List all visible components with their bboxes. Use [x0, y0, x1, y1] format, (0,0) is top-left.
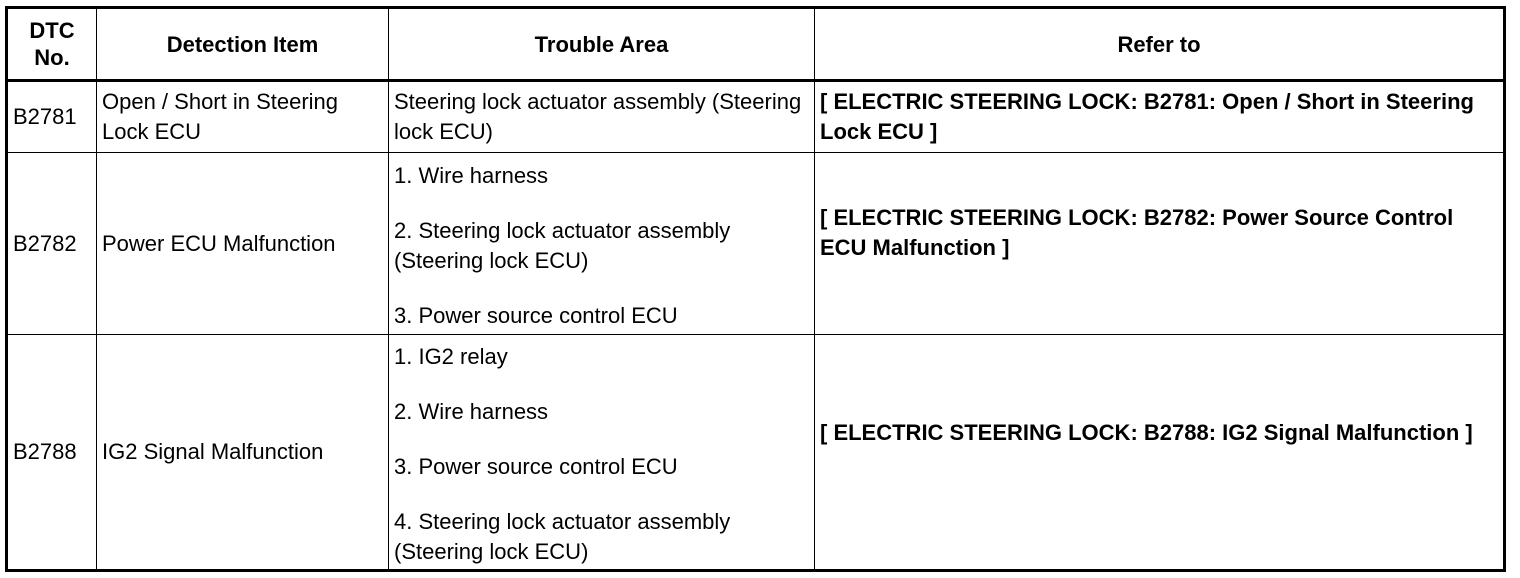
trouble-area-list — [394, 336, 809, 569]
detection-item: Power ECU Malfunction — [97, 153, 389, 335]
trouble-area — [389, 81, 815, 153]
table-body — [7, 81, 1505, 571]
table-row — [7, 335, 1505, 571]
trouble-area — [389, 335, 815, 571]
dtc-table — [5, 6, 1506, 572]
header-row — [7, 8, 1505, 81]
header-dtc-no: DTC No. — [7, 8, 97, 81]
dtc-code: B2788 — [7, 335, 97, 571]
detection-item: IG2 Signal Malfunction — [97, 335, 389, 571]
header-detection-item: Detection Item — [97, 8, 389, 81]
trouble-area-item: 1. Wire harness — [394, 162, 549, 188]
trouble-area-item: 1. IG2 relay — [394, 343, 508, 369]
trouble-area-item: 2. Wire harness — [394, 398, 549, 424]
trouble-area-item: 4. Steering lock actuator assembly (Steering lock ECU) — [394, 508, 731, 564]
header-trouble-area: Trouble Area — [389, 8, 815, 81]
refer-to-link[interactable] — [815, 153, 1505, 335]
header-refer-to: Refer to — [815, 8, 1505, 81]
trouble-area-list — [394, 155, 809, 333]
detection-item: Open / Short in Steering Lock ECU — [97, 81, 389, 153]
trouble-area-item: 2. Steering lock actuator assembly (Steering lock ECU) — [394, 217, 731, 273]
table-row — [7, 81, 1505, 153]
table-header — [7, 8, 1505, 81]
trouble-area-item: 3. Power source control ECU — [394, 302, 678, 328]
trouble-area-item: Steering lock actuator assembly (Steering lock ECU) — [394, 89, 802, 144]
table-row — [7, 153, 1505, 335]
refer-to-text[interactable]: [ ELECTRIC STEERING LOCK: B2788: IG2 Signal Malfunction ] — [820, 420, 1473, 445]
dtc-code: B2782 — [7, 153, 97, 335]
refer-to-text[interactable]: [ ELECTRIC STEERING LOCK: B2782: Power Source Control ECU Malfunction ] — [820, 204, 1454, 260]
refer-to-link[interactable] — [815, 335, 1505, 571]
trouble-area — [389, 153, 815, 335]
refer-to-text[interactable]: [ ELECTRIC STEERING LOCK: B2781: Open / Short in Steering Lock ECU ] — [820, 89, 1474, 144]
trouble-area-item: 3. Power source control ECU — [394, 453, 678, 479]
refer-to-link[interactable] — [815, 81, 1505, 153]
dtc-code: B2781 — [7, 81, 97, 153]
